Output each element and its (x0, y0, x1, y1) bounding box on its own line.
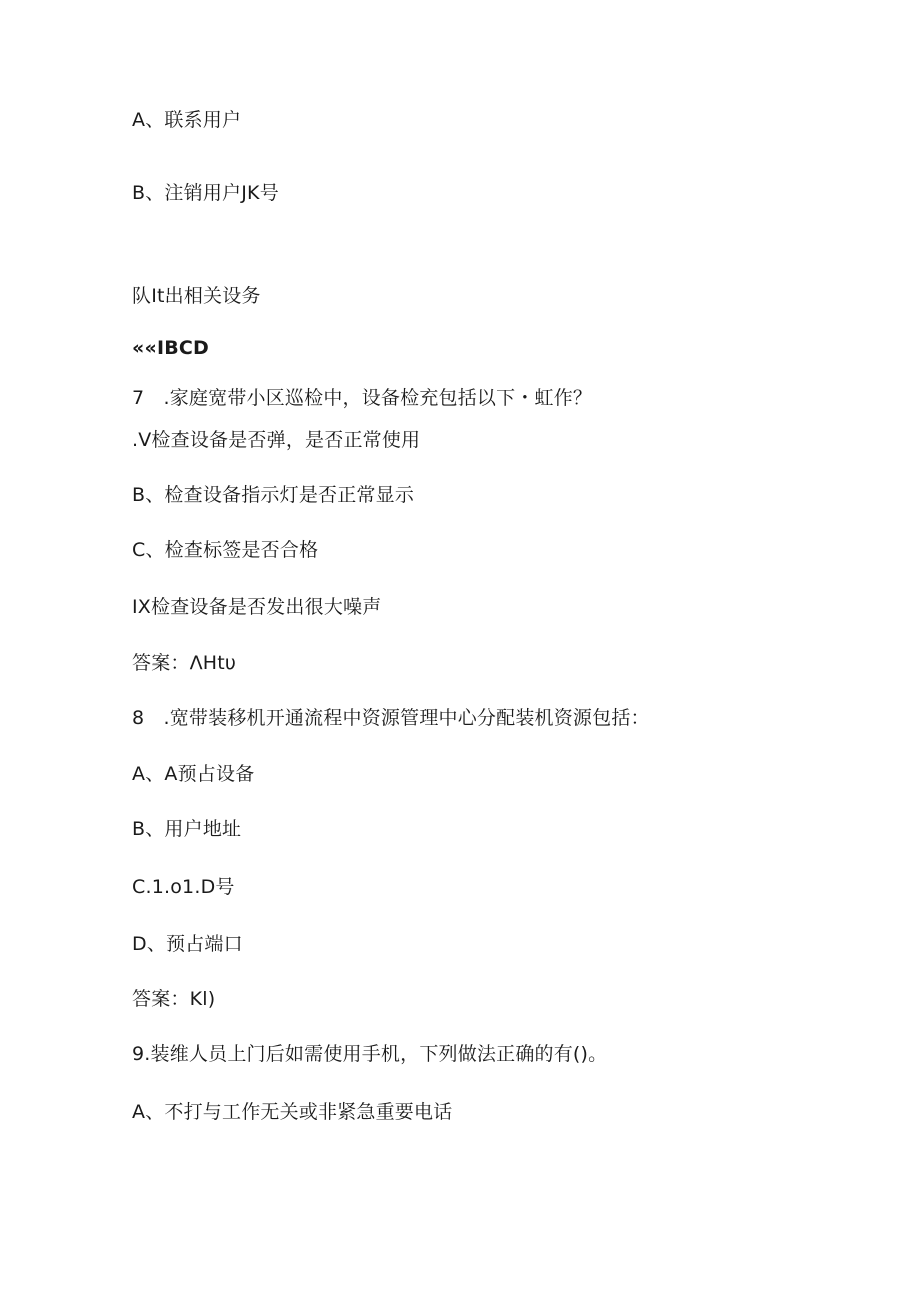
question-8-option-a: A、A预占设备 (132, 763, 255, 785)
question-7-option-d: IX检查设备是否发出很大噪声 (132, 596, 382, 618)
option-text-equipment: 队It出相关设务 (132, 285, 261, 307)
answer-line-abcd: ««IBCD (132, 337, 210, 359)
question-8-option-c: C.1.o1.D号 (132, 876, 235, 898)
question-8-option-b: B、用户地址 (132, 818, 242, 840)
question-8-option-d: D、预占端口 (132, 933, 243, 955)
question-7-option-b: B、检查设备指示灯是否正常显示 (132, 484, 415, 506)
question-8: 8 .宽带装移机开通流程中资源管理中心分配装机资源包括： (132, 707, 650, 729)
question-9: 9.装维人员上门后如需使用手机，下列做法正确的有()。 (132, 1043, 608, 1065)
option-b-cancel-account: B、注销用户JK号 (132, 182, 279, 204)
question-8-answer: 答案：Kl) (132, 988, 216, 1010)
question-9-option-a: A、不打与工作无关或非紧急重要电话 (132, 1101, 453, 1123)
question-7: 7 .家庭宽带小区巡检中，设备检充包括以下・虹作？ (132, 387, 593, 409)
option-a-contact-user: A、联系用户 (132, 109, 242, 131)
question-7-option-c: C、检查标签是否合格 (132, 539, 319, 561)
question-7-option-a: .V检查设备是否弹，是否正常使用 (132, 429, 421, 451)
question-7-answer: 答案：ΛHtυ (132, 652, 237, 674)
